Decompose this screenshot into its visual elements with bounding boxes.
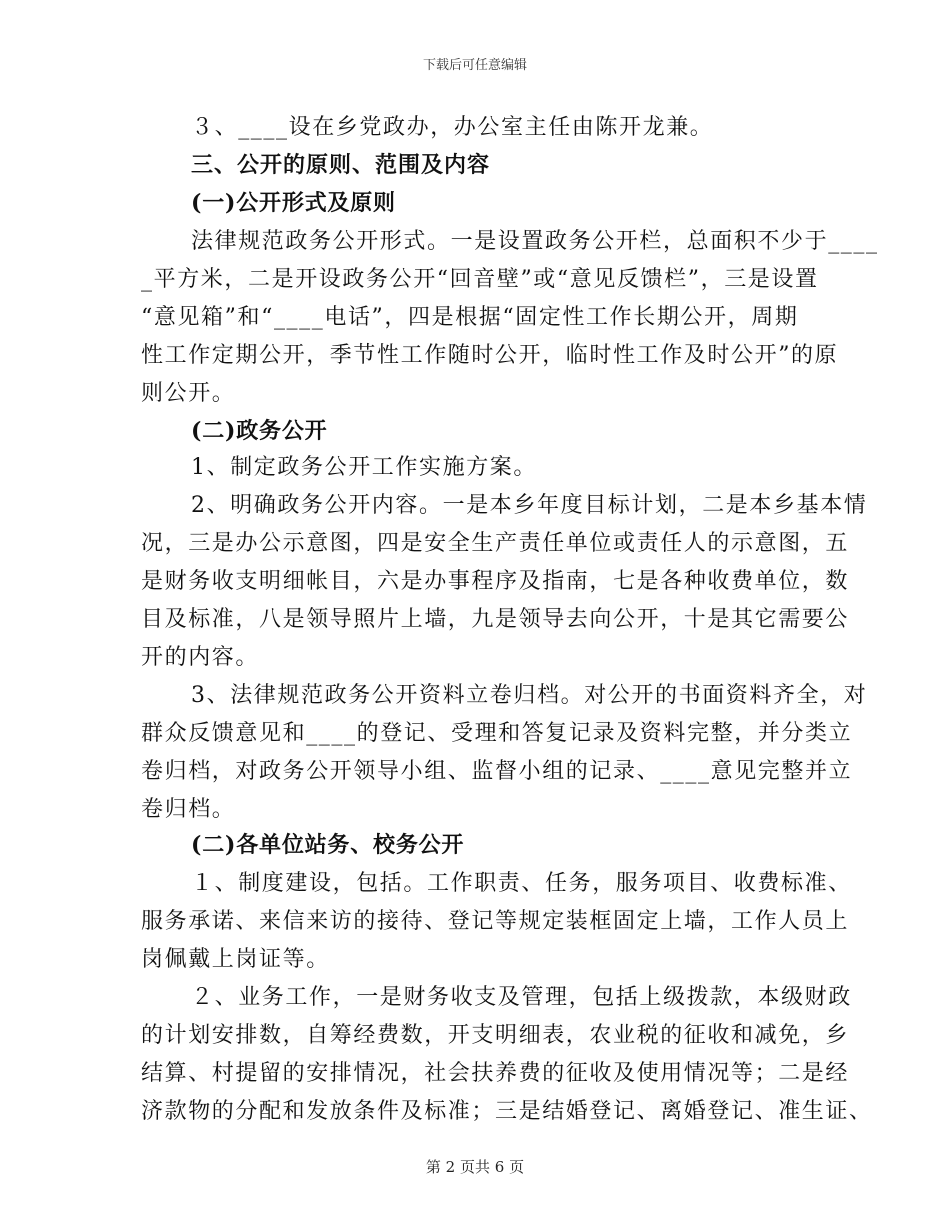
body-text-line: 是财务收支明细帐目，六是办事程序及指南，七是各种收费单位，数 — [141, 569, 850, 594]
page-header: 下载后可任意编辑 — [422, 58, 527, 73]
section-heading: (二)各单位站务、校务公开 — [191, 832, 465, 858]
body-text-line: 服务承诺、来信来访的接待、登记等规定装框固定上墙，工作人员上 — [141, 909, 850, 934]
body-text-line: 的计划安排数，自筹经费数，开支明细表，农业税的征收和减免，乡 — [141, 1023, 850, 1048]
body-text-line: _平方米，二是开设政务公开“回音壁”或“意见反馈栏”，三是设置 — [141, 267, 819, 292]
body-text-line: 目及标准，八是领导照片上墙，九是领导去向公开，十是其它需要公 — [141, 607, 850, 632]
section-heading: (二)政务公开 — [191, 418, 328, 444]
body-text-line: 开的内容。 — [141, 645, 260, 670]
body-text-line: 结算、村提留的安排情况，社会扶养费的征收及使用情况等；二是经 — [141, 1061, 850, 1086]
section-heading: 三、公开的原则、范围及内容 — [191, 152, 491, 178]
body-text-line: 群众反馈意见和____的登记、受理和答复记录及资料完整，并分类立 — [141, 721, 853, 746]
body-text-line: 况，三是办公示意图，四是安全生产责任单位或责任人的示意图，五 — [141, 531, 850, 556]
body-text-line: 性工作定期公开，季节性工作随时公开，临时性工作及时公开”的原 — [141, 343, 839, 368]
body-text-line: 卷归档，对政务公开领导小组、监督小组的记录、____意见完整并立 — [141, 759, 853, 784]
body-text-line: 2、明确政务公开内容。一是本乡年度目标计划，二是本乡基本情 — [191, 493, 868, 518]
body-text-line: 卷归档。 — [141, 797, 236, 822]
body-text-line: 1、制定政务公开工作实施方案。 — [191, 455, 537, 480]
body-text-line: 济款物的分配和发放条件及标准；三是结婚登记、离婚登记、准生证、 — [141, 1099, 873, 1124]
body-text-line: １、制度建设，包括。工作职责、任务，服务项目、收费标准、 — [191, 871, 852, 896]
body-text-line: “意见箱”和“____电话”，四是根据“固定性工作长期公开，周期 — [141, 305, 799, 330]
body-text-line: ２、业务工作，一是财务收支及管理，包括上级拨款，本级财政 — [191, 985, 852, 1010]
body-text-line: 3、法律规范政务公开资料立卷归档。对公开的书面资料齐全，对 — [191, 683, 868, 708]
body-text-line: 法律规范政务公开形式。一是设置政务公开栏，总面积不少于____ — [191, 229, 879, 254]
body-text-line: ３、____设在乡党政办，办公室主任由陈开龙兼。 — [191, 115, 714, 140]
body-text-line: 岗佩戴上岗证等。 — [141, 947, 330, 972]
body-text-line: 则公开。 — [141, 381, 236, 406]
section-heading: (一)公开形式及原则 — [191, 190, 396, 216]
page-footer: 第 2 页共 6 页 — [425, 1158, 525, 1176]
